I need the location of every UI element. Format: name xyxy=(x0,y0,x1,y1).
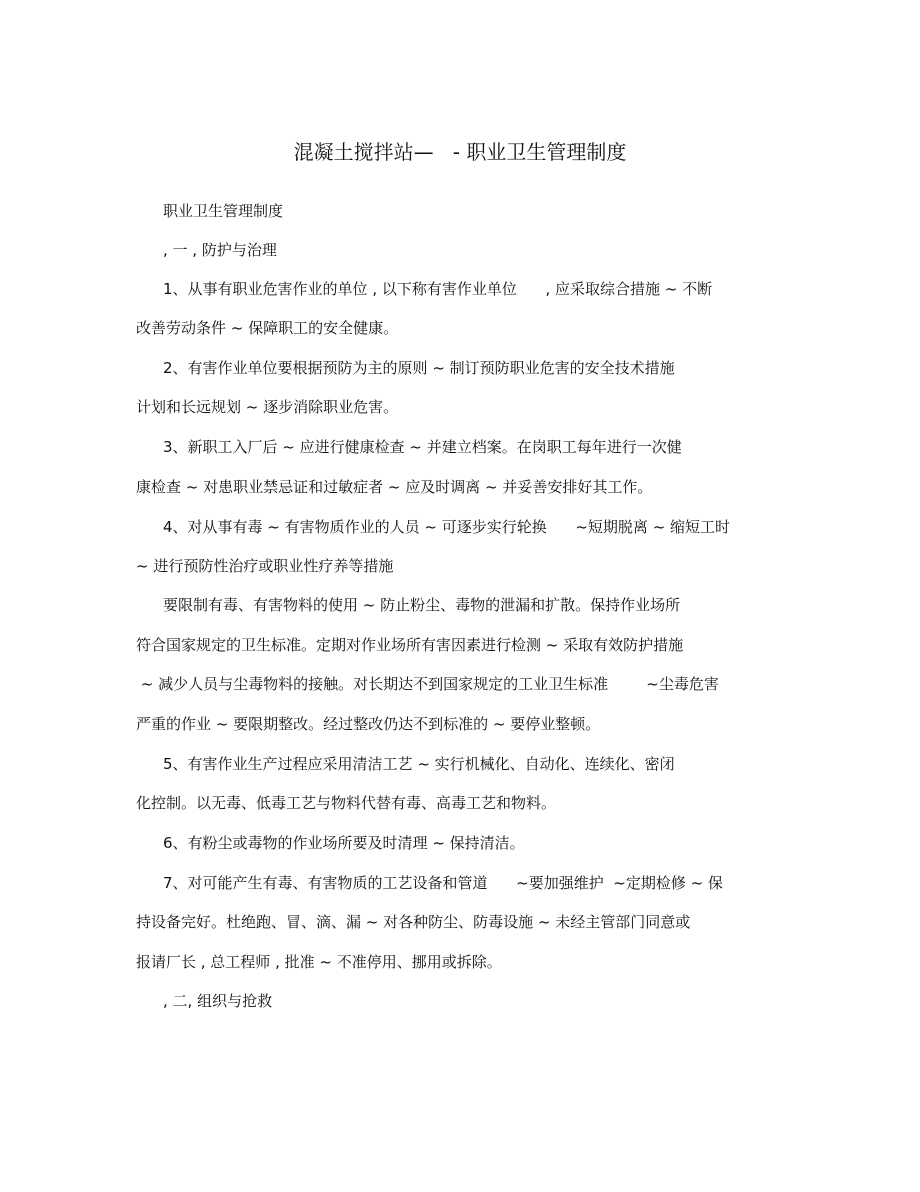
paragraph-line: 1、从事有职业危害作业的单位 , 以下称有害作业单位 , 应采取综合措施 ~ 不断 xyxy=(163,280,713,298)
paragraph-line: 计划和长远规划 ~ 逐步消除职业危害。 xyxy=(136,398,399,416)
paragraph-line: 要限制有毒、有害物料的使用 ~ 防止粉尘、毒物的泄漏和扩散。保持作业场所 xyxy=(163,596,681,614)
paragraph-line: 职业卫生管理制度 xyxy=(163,202,284,220)
paragraph-line: 改善劳动条件 ~ 保障职工的安全健康。 xyxy=(136,319,399,337)
paragraph-line: , 一 , 防护与治理 xyxy=(163,241,277,259)
paragraph-line: 康检查 ~ 对患职业禁忌证和过敏症者 ~ 应及时调离 ~ 并妥善安排好其工作。 xyxy=(136,478,653,496)
paragraph-line: 化控制。以无毒、低毒工艺与物料代替有毒、高毒工艺和物料。 xyxy=(136,794,557,812)
paragraph-line: 持设备完好。杜绝跑、冒、滴、漏 ~ 对各种防尘、防毒设施 ~ 未经主管部门同意或 xyxy=(136,913,691,931)
paragraph-line: 3、新职工入厂后 ~ 应进行健康检查 ~ 并建立档案。在岗职工每年进行一次健 xyxy=(163,438,682,456)
paragraph-line: ~ 进行预防性治疗或职业性疗养等措施 xyxy=(136,557,394,575)
paragraph-line: 报请厂长 , 总工程师 , 批准 ~ 不准停用、挪用或拆除。 xyxy=(136,953,502,971)
paragraph-line: 严重的作业 ~ 要限期整改。经过整改仍达不到标准的 ~ 要停业整顿。 xyxy=(136,715,601,733)
paragraph-line: 6、有粉尘或毒物的作业场所要及时清理 ~ 保持清洁。 xyxy=(163,834,525,852)
paragraph-line: 2、有害作业单位要根据预防为主的原则 ~ 制订预防职业危害的安全技术措施 xyxy=(163,359,675,377)
document-title: 混凝土搅拌站— - 职业卫生管理制度 xyxy=(293,140,627,164)
paragraph-line: 4、对从事有毒 ~ 有害物质作业的人员 ~ 可逐步实行轮换 ~短期脱离 ~ 缩短工时 xyxy=(163,518,731,536)
paragraph-line: 符合国家规定的卫生标准。定期对作业场所有害因素进行检测 ~ 采取有效防护措施 xyxy=(136,636,684,654)
paragraph-line: 7、对可能产生有毒、有害物质的工艺设备和管道 ~要加强维护 ~定期检修 ~ 保 xyxy=(163,874,723,892)
paragraph-line: ~ 减少人员与尘毒物料的接触。对长期达不到国家规定的工业卫生标准 ~尘毒危害 xyxy=(136,675,719,693)
paragraph-line: 5、有害作业生产过程应采用清洁工艺 ~ 实行机械化、自动化、连续化、密闭 xyxy=(163,755,675,773)
paragraph-line: , 二, 组织与抢救 xyxy=(163,992,273,1010)
